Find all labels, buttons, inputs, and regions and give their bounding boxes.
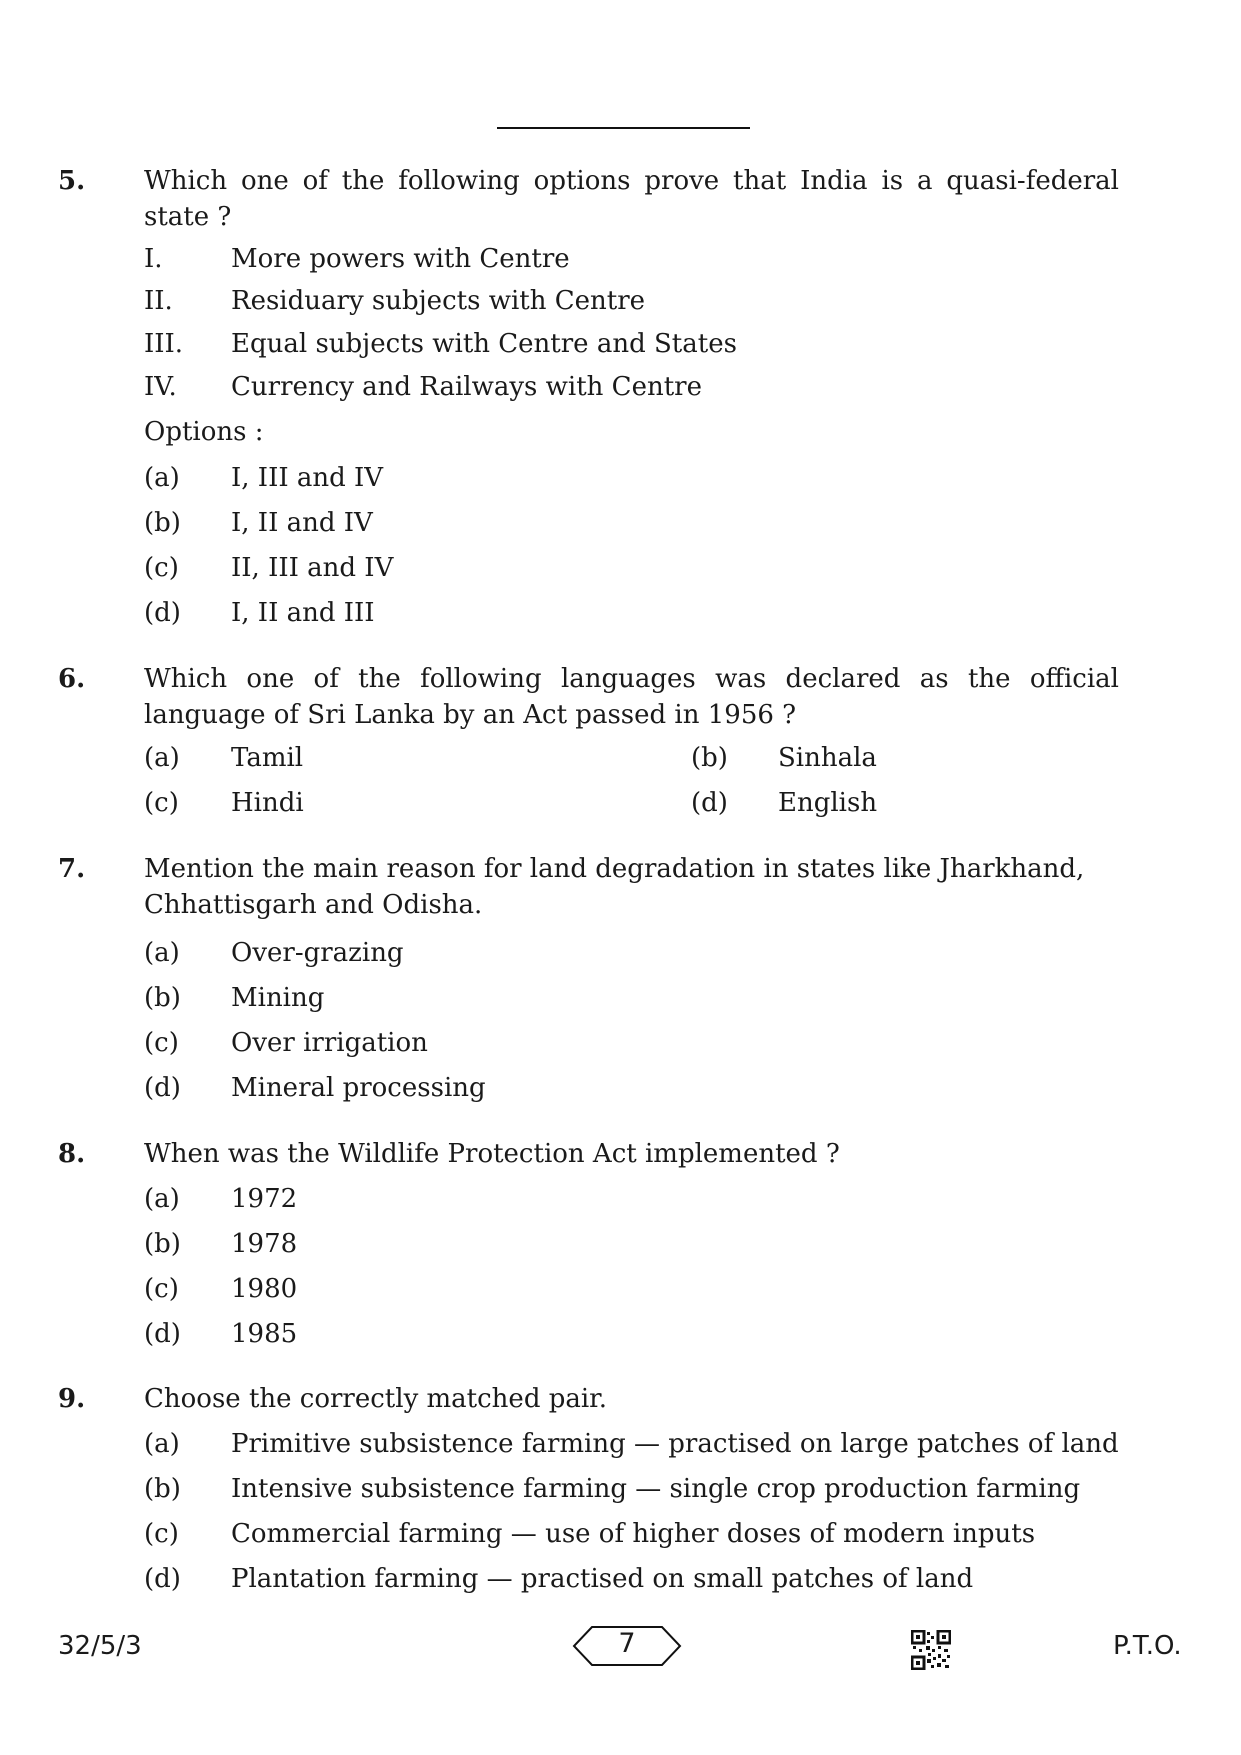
- option-label: (c): [144, 1028, 179, 1058]
- option-text: II, III and IV: [231, 553, 394, 583]
- option-text: Over-grazing: [231, 938, 404, 968]
- option-label: (b): [144, 1229, 181, 1259]
- statement-label: III.: [144, 329, 184, 359]
- question-text: Which one of the following options prove that India is a quasi-federal state ?: [144, 166, 1119, 232]
- qr-code-icon: [911, 1630, 951, 1670]
- option-text: Plantation farming — practised on small patches of land: [231, 1564, 974, 1594]
- option-text: Primitive subsistence farming — practised on large patches of land: [231, 1429, 1119, 1459]
- question-number: 5.: [58, 166, 86, 196]
- option-label: (a): [144, 1184, 180, 1214]
- option-label: (b): [144, 983, 181, 1013]
- option-label: (b): [691, 743, 728, 773]
- option-label: (a): [144, 1429, 180, 1459]
- option-text: Hindi: [231, 788, 304, 818]
- option-label: (a): [144, 938, 180, 968]
- question-number: 8.: [58, 1139, 86, 1169]
- option-label: (d): [144, 1564, 181, 1594]
- question-text: When was the Wildlife Protection Act implemented ?: [144, 1139, 840, 1169]
- option-label: (b): [144, 1474, 181, 1504]
- option-text: Over irrigation: [231, 1028, 428, 1058]
- option-text: 1978: [231, 1229, 298, 1259]
- option-label: (c): [144, 1519, 179, 1549]
- option-text: I, III and IV: [231, 463, 384, 493]
- statement-label: IV.: [144, 372, 177, 402]
- statement-label: II.: [144, 286, 173, 316]
- option-label: (d): [144, 1319, 181, 1349]
- option-text: I, II and III: [231, 598, 375, 628]
- statement-label: I.: [144, 244, 163, 274]
- page-number-badge: [572, 1625, 682, 1667]
- option-label: (c): [144, 553, 179, 583]
- paper-code: 32/5/3: [58, 1631, 142, 1661]
- option-text: Sinhala: [778, 743, 877, 773]
- option-text: Mineral processing: [231, 1073, 486, 1103]
- option-text: 1972: [231, 1184, 298, 1214]
- option-text: Intensive subsistence farming — single crop production farming: [231, 1474, 1081, 1504]
- option-label: (d): [144, 1073, 181, 1103]
- option-text: Tamil: [231, 743, 304, 773]
- option-text: 1985: [231, 1319, 298, 1349]
- option-label: (b): [144, 508, 181, 538]
- question-number: 7.: [58, 854, 86, 884]
- option-text: 1980: [231, 1274, 298, 1304]
- option-label: (d): [691, 788, 728, 818]
- option-label: (d): [144, 598, 181, 628]
- top-rule: [497, 127, 750, 129]
- pto-label: P.T.O.: [1113, 1631, 1182, 1661]
- question-text: Choose the correctly matched pair.: [144, 1384, 608, 1414]
- statement-text: Equal subjects with Centre and States: [231, 329, 737, 359]
- option-text: Commercial farming — use of higher doses of modern inputs: [231, 1519, 1036, 1549]
- statement-text: Residuary subjects with Centre: [231, 286, 646, 316]
- statement-text: Currency and Railways with Centre: [231, 372, 702, 402]
- question-number: 6.: [58, 664, 86, 694]
- page-number: 7: [618, 1628, 636, 1659]
- option-label: (c): [144, 788, 179, 818]
- option-label: (c): [144, 1274, 179, 1304]
- option-label: (a): [144, 463, 180, 493]
- option-text: Mining: [231, 983, 325, 1013]
- question-text: Which one of the following languages was declared as the official language of Sri Lanka by an Act passed in 1956 ?: [144, 664, 1119, 730]
- option-text: I, II and IV: [231, 508, 373, 538]
- question-number: 9.: [58, 1384, 86, 1414]
- option-text: English: [778, 788, 878, 818]
- options-heading: Options :: [144, 417, 264, 447]
- statement-text: More powers with Centre: [231, 244, 570, 274]
- question-text: Mention the main reason for land degradation in states like Jharkhand, Chhattisgarh and Odisha.: [144, 854, 1085, 920]
- option-label: (a): [144, 743, 180, 773]
